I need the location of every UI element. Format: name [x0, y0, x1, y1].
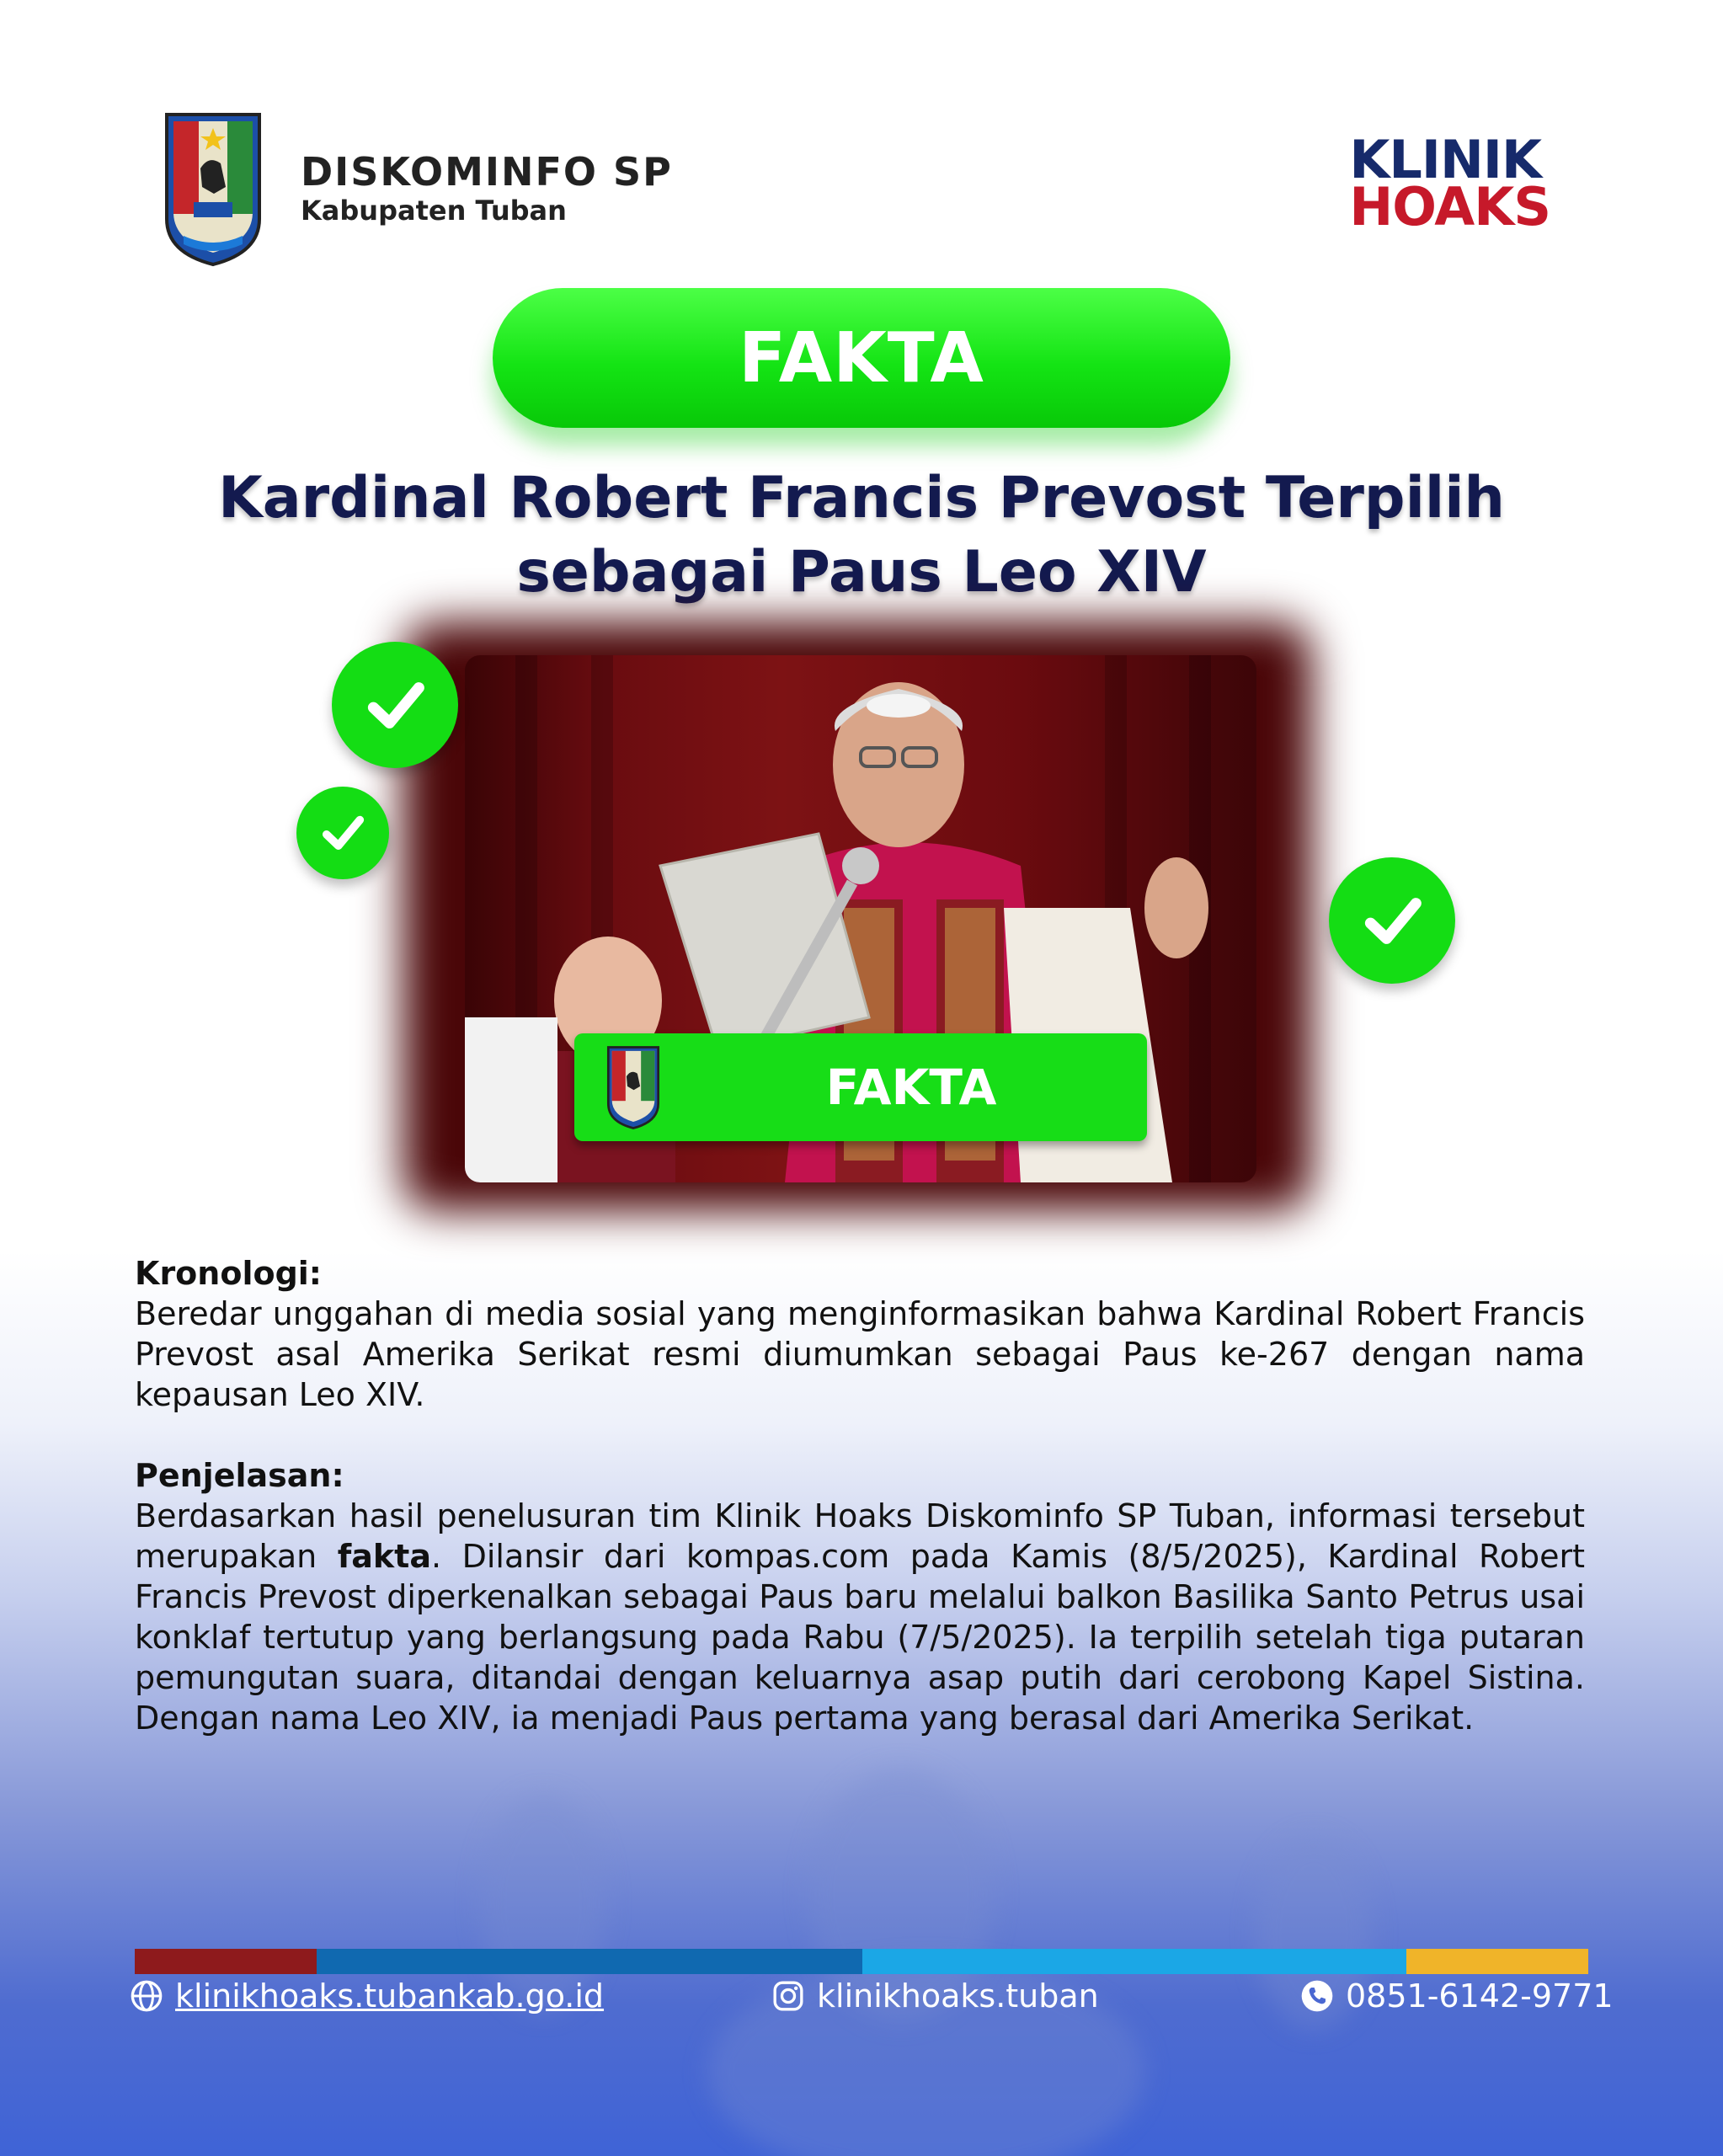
photo-verdict-label: FAKTA: [825, 1059, 997, 1116]
verdict-badge: [493, 288, 1230, 428]
instagram-icon: [771, 1979, 805, 2013]
klinik-hoaks-logo: [1349, 129, 1550, 237]
tuban-regency-emblem: [160, 109, 266, 268]
kronologi-text: Beredar unggahan di media sosial yang menginformasikan bahwa Kardinal Robert Francis Prevost asal Amerika Serikat resmi diumumkan sebagai Paus ke-267 dengan nama kepausan Leo XIV.: [135, 1295, 1585, 1413]
verdict-label: FAKTA: [739, 318, 984, 398]
article-body: [135, 1253, 1585, 1738]
instagram-handle[interactable]: klinikhoaks.tuban: [817, 1977, 1099, 2015]
klinik-hoaks-logo-line2: HOAKS: [1349, 176, 1550, 237]
headline-line1: Kardinal Robert Francis Prevost Terpilih: [218, 465, 1505, 531]
penjelasan-heading: Penjelasan:: [135, 1457, 344, 1494]
website-link[interactable]: klinikhoaks.tubankab.go.id: [175, 1977, 605, 2015]
globe-icon: [130, 1979, 163, 2013]
page-title: [101, 462, 1622, 610]
footer-website[interactable]: [130, 1977, 604, 2015]
org-subtitle: Kabupaten Tuban: [301, 195, 567, 227]
footer-phone[interactable]: [1300, 1977, 1614, 2015]
fact-verdict-word: fakta: [337, 1538, 431, 1575]
check-icon: [296, 787, 389, 879]
footer-instagram[interactable]: [771, 1977, 1099, 2015]
tuban-regency-emblem: [605, 1043, 662, 1131]
footer-contacts: [0, 1971, 1723, 2021]
check-icon: [332, 642, 458, 768]
penjelasan-text: Berdasarkan hasil penelusuran tim Klinik Hoaks Diskominfo SP Tuban, informasi tersebut merupakan fakta. Dilansir dari kompas.com pada Kamis (8/5/2025), Kardinal Robert Francis Prevost diperkenalkan sebagai Paus baru melalui balkon Basilika Santo Petrus usai konklaf tertutup yang berlangsung pada Rabu (7/5/2025). Ia terpilih setelah tiga putaran pemungutan suara, ditandai dengan keluarnya asap putih dari cerobong Kapel Sistina. Dengan nama Leo XIV, ia menjadi Paus pertama yang berasal dari Amerika Serikat.: [135, 1497, 1585, 1737]
phone-number[interactable]: 0851-6142-9771: [1346, 1977, 1614, 2015]
headline-line2: sebagai Paus Leo XIV: [516, 539, 1207, 606]
phone-icon: [1300, 1979, 1334, 2013]
photo-verdict-banner: [574, 1033, 1147, 1141]
org-name: DISKOMINFO SP: [301, 149, 673, 195]
org-brand: [301, 150, 673, 227]
check-icon: [1329, 857, 1455, 984]
kronologi-heading: Kronologi:: [135, 1255, 323, 1292]
klinik-hoaks-logo-line1: KLINIK: [1349, 129, 1541, 190]
